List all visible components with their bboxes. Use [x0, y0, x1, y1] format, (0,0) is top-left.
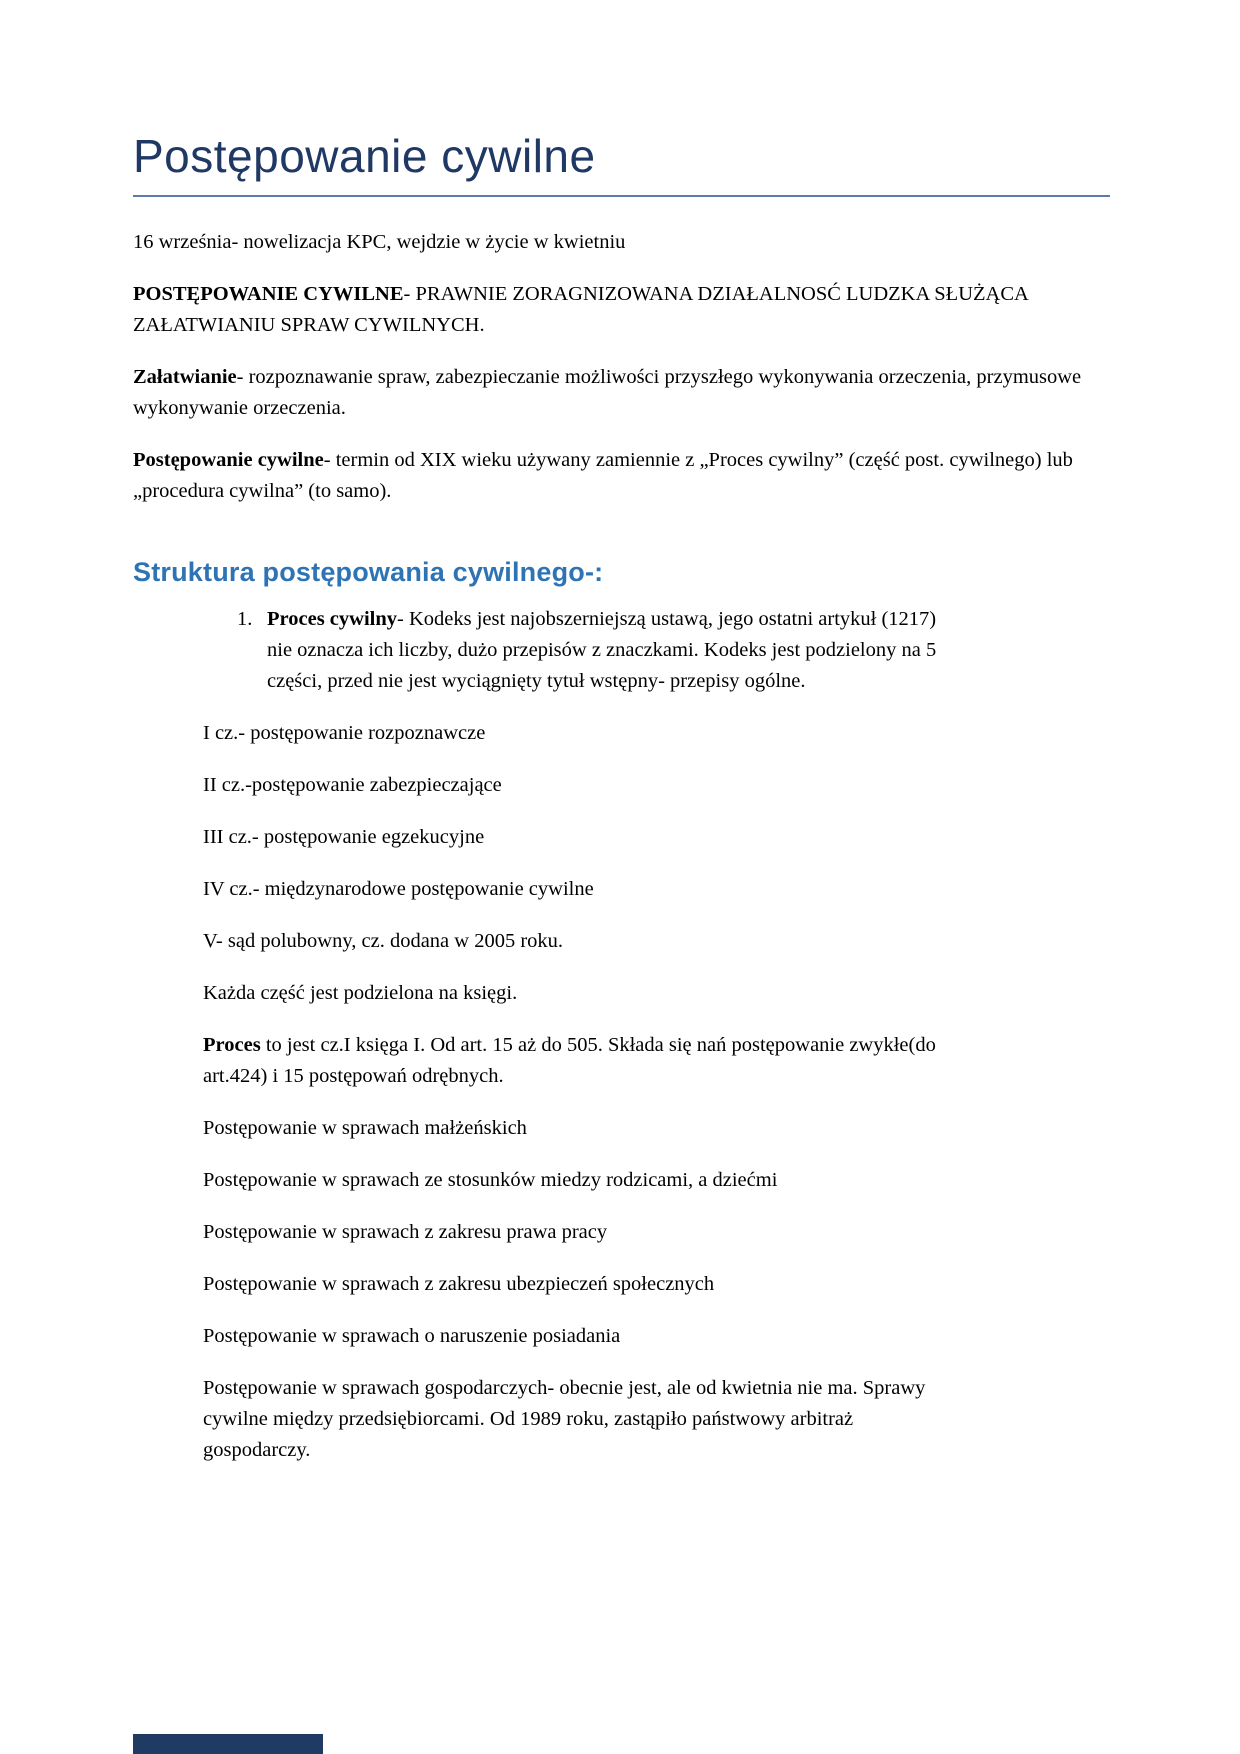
paragraph	[133, 279, 1110, 341]
paragraph	[133, 445, 1110, 507]
paragraph: Postępowanie w sprawach o naruszenie posiadania	[203, 1324, 621, 1347]
section-body	[133, 718, 1110, 1466]
text-run: - termin od XIX wieku używany zamiennie z „Proces cywilny” (część post. cywilnego) lub „procedura cywilna” (to samo).	[133, 448, 1073, 502]
paragraph: Postępowanie w sprawach ze stosunków miedzy rodzicami, a dziećmi	[203, 1168, 778, 1191]
page-content	[133, 130, 1110, 1487]
text-run: - rozpoznawanie spraw, zabezpieczanie możliwości przyszłego wykonywania orzeczenia, przymusowe wykonywanie orzeczenia.	[133, 365, 1082, 419]
text-run: - PRAWNIE ZORAGNIZOWANA DZIAŁALNOSĆ LUDZKA SŁUŻĄCA ZAŁATWIANIU SPRAW CYWILNYCH.	[133, 282, 1028, 336]
section-heading: Struktura postępowania cywilnego-:	[133, 556, 604, 587]
paragraph: I cz.- postępowanie rozpoznawcze	[203, 721, 486, 744]
bold-run: Załatwianie	[133, 365, 237, 388]
list-number: 1.	[237, 607, 253, 630]
paragraph: III cz.- postępowanie egzekucyjne	[203, 825, 485, 848]
page-title: Postępowanie cywilne	[133, 130, 1110, 197]
paragraph: Każda część jest podzielona na księgi.	[203, 981, 518, 1004]
paragraph: Postępowanie w sprawach gospodarczych- obecnie jest, ale od kwietnia nie ma. Sprawy cywilne między przedsiębiorcami. Od 1989 roku, zastąpiło państwowy arbitraż gospodarczy.	[203, 1376, 926, 1461]
text-run: to jest cz.I księga I. Od art. 15 aż do 505. Składa się nań postępowanie zwykłe(do art.424) i 15 postępowań odrębnych.	[203, 1033, 936, 1087]
bold-run: Proces cywilny	[267, 607, 397, 630]
intro-block	[133, 227, 1110, 507]
bold-run: Postępowanie cywilne	[133, 448, 324, 471]
paragraph: Postępowanie w sprawach małżeńskich	[203, 1116, 527, 1139]
paragraph: IV cz.- międzynarodowe postępowanie cywilne	[203, 877, 594, 900]
paragraph: II cz.-postępowanie zabezpieczające	[203, 773, 502, 796]
paragraph: Postępowanie w sprawach z zakresu ubezpieczeń społecznych	[203, 1272, 715, 1295]
paragraph: V- sąd polubowny, cz. dodana w 2005 roku.	[203, 929, 564, 952]
list-item-text	[267, 604, 957, 697]
bold-run: POSTĘPOWANIE CYWILNE	[133, 282, 404, 305]
text-run: - Kodeks jest najobszerniejszą ustawą, jego ostatni artykuł (1217) nie oznacza ich liczby, dużo przepisów z znaczkami. Kodeks jest podzielony na 5 części, przed nie jest wyciągnięty tytuł wstępny- przepisy ogólne.	[267, 607, 937, 692]
numbered-list-item	[237, 604, 1110, 697]
paragraph	[203, 1030, 963, 1092]
bold-run: Proces	[203, 1033, 261, 1056]
footer-banner	[133, 1734, 323, 1754]
paragraph	[133, 362, 1110, 424]
paragraph: Postępowanie w sprawach z zakresu prawa pracy	[203, 1220, 608, 1243]
paragraph: 16 września- nowelizacja KPC, wejdzie w życie w kwietniu	[133, 230, 626, 253]
